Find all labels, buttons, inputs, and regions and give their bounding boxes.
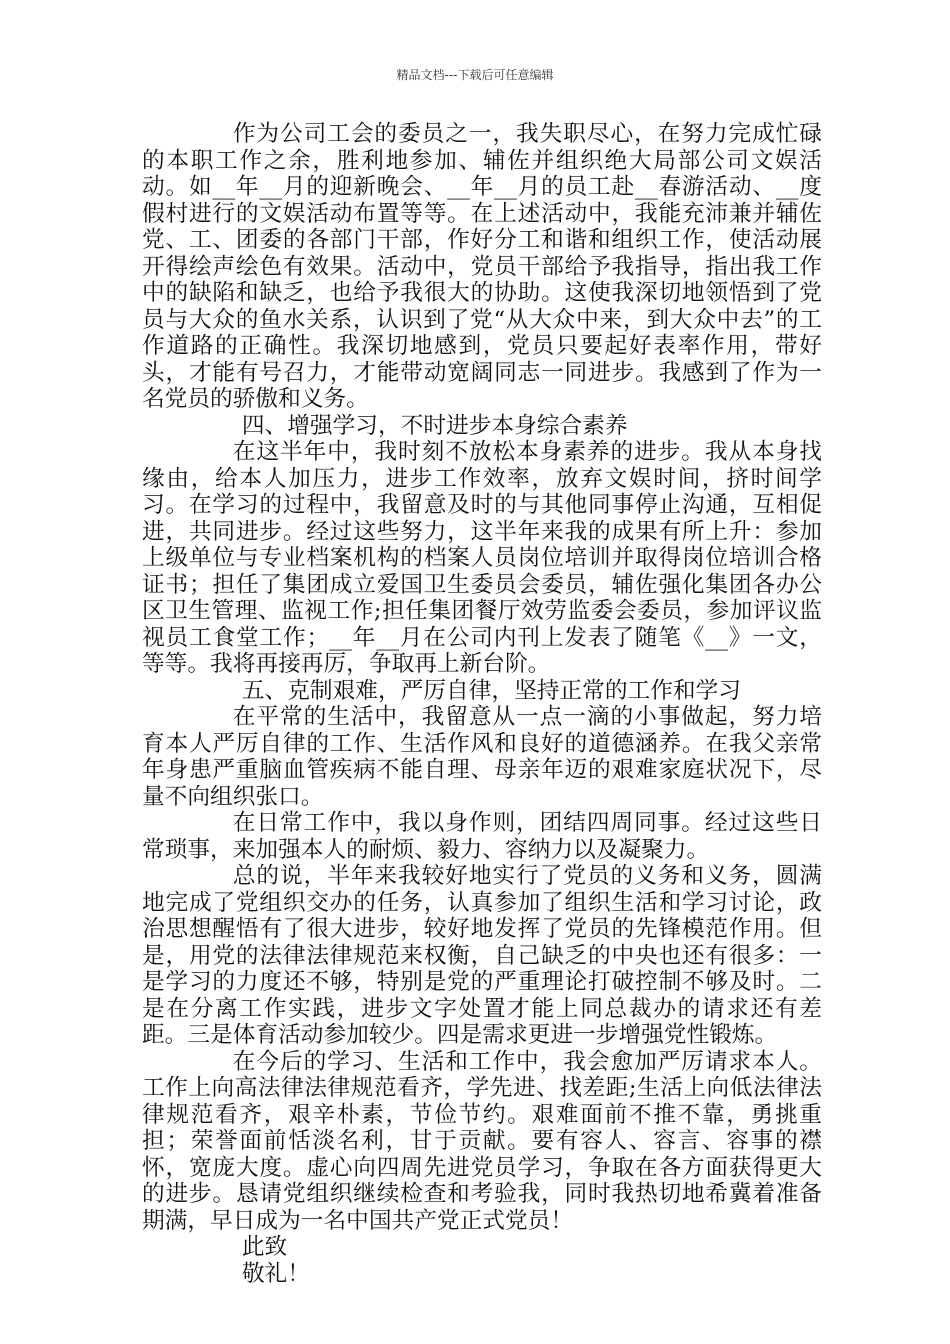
paragraph-future: 在今后的学习、生活和工作中，我会愈加严厉请求本人。工作上向高法律法律规范看齐，学先进、找差距;生活上向低法律法律规范看齐，艰辛朴素，节俭节约。艰难面前不推不靠，勇挑重担；荣誉面前恬淡名利，甘于贡献。要有容人、容言、容事的襟怀，宽庞大度。虚心向四周先进党员学习，争取在各方面获得更大的进步。恳请党组织继续检查和考验我，同时我热切地希冀着准备期满，早日成为一名中国共产党正式党员！ xyxy=(142,1048,822,1234)
paragraph-union-activities: 作为公司工会的委员之一，我失职尽心，在努力完成忙碌的本职工作之余，胜利地参加、辅佐并组织绝大局部公司文娱活动。如__年__月的迎新晚会、__年__月的员工赴__春游活动、__度假村进行的文娱活动布置等等。在上述活动中，我能充沛兼并辅佐党、工、团委的各部门干部，作好分工和谐和组织工作，使活动展开得绘声绘色有效果。活动中，党员干部给予我指导，指出我工作中的缺陷和缺乏，也给予我很大的协助。这使我深切地领悟到了党员与大众的鱼水关系，认识到了党“从大众中来，到大众中去”的工作道路的正确性。我深切地感到，党员只要起好表率作用，带好头，才能有号召力，才能带动宽阔同志一同进步。我感到了作为一名党员的骄傲和义务。 xyxy=(142,121,822,412)
paragraph-summary: 总的说，半年来我较好地实行了党员的义务和义务，圆满地完成了党组织交办的任务，认真参加了组织生活和学习讨论，政治思想醒悟有了很大进步，较好地发挥了党员的先锋模范作用。但是，用党的法律法律规范来权衡，自己缺乏的中央也还有很多：一是学习的力度还不够，特别是党的严重理论打破控制不够及时。二是在分离工作实践，进步文字处置才能上同总裁办的请求还有差距。三是体育活动参加较少。四是需求更进一步增强党性锻炼。 xyxy=(142,863,822,1048)
paragraph-daily-work: 在日常工作中，我以身作则，团结四周同事。经过这些日常琐事，来加强本人的耐烦、毅力、容纳力以及凝聚力。 xyxy=(142,810,822,863)
page-header: 精品文档---下载后可任意编辑 xyxy=(396,68,554,82)
closing-salutation: 此致 xyxy=(241,1234,288,1260)
paragraph-self-discipline: 在平常的生活中，我留意从一点一滴的小事做起，努力培育本人严厉自律的工作、生活作风和良好的道德涵养。在我父亲常年身患严重脑血管疾病不能自理、母亲年迈的艰难家庭状况下，尽量不向组织张口。 xyxy=(142,704,822,810)
paragraph-study: 在这半年中，我时刻不放松本身素养的进步。我从本身找缘由，给本人加压力，进步工作效率，放弃文娱时间，挤时间学习。在学习的过程中，我留意及时的与其他同事停止沟通，互相促进，共同进步。经过这些努力，这半年来我的成果有所上升：参加上级单位与专业档案机构的档案人员岗位培训并取得岗位培训合格证书；担任了集团成立爱国卫生委员会委员，辅佐强化集团各办公区卫生管理、监视工作;担任集团餐厅效劳监委会委员，参加评议监视员工食堂工作；__年__月在公司内刊上发表了随笔《__》一文，等等。我将再接再厉，争取再上新台阶。 xyxy=(142,439,822,677)
closing-regards: 敬礼！ xyxy=(241,1260,310,1287)
document-body xyxy=(142,121,822,1287)
section-heading-5: 五、克制艰难，严厉自律，坚持正常的工作和学习 xyxy=(241,677,741,704)
section-heading-4: 四、增强学习，不时进步本身综合素养 xyxy=(241,412,628,439)
